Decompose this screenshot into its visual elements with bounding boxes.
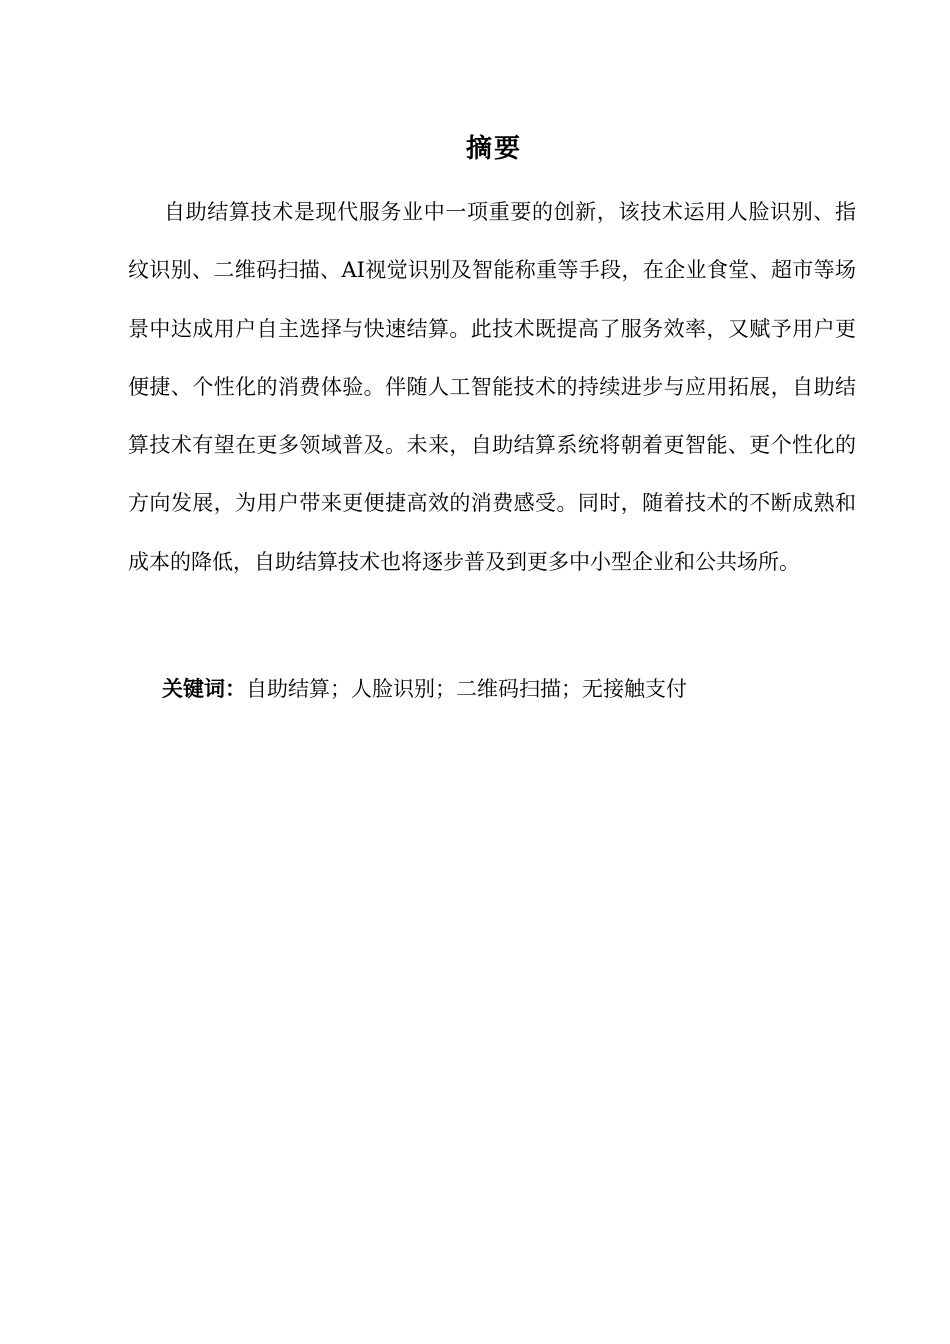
keywords-list: 自助结算；人脸识别；二维码扫描；无接触支付 (246, 677, 687, 701)
keywords-label: 关键词： (162, 677, 246, 701)
abstract-title: 摘要 (465, 134, 522, 165)
keywords-line (162, 671, 862, 707)
abstract-paragraph: 自助结算技术是现代服务业中一项重要的创新，该技术运用人脸识别、指纹识别、二维码扫描、AI视觉识别及智能称重等手段，在企业食堂、超市等场景中达成用户自主选择与快速结算。此技术既提高了服务效率，又赋予用户更便捷、个性化的消费体验。伴随人工智能技术的持续进步与应用拓展，自助结算技术有望在更多领域普及。未来，自助结算系统将朝着更智能、更个性化的方向发展，为用户带来更便捷高效的消费感受。同时，随着技术的不断成熟和成本的降低，自助结算技术也将逐步普及到更多中小型企业和公共场所。 (128, 200, 856, 574)
